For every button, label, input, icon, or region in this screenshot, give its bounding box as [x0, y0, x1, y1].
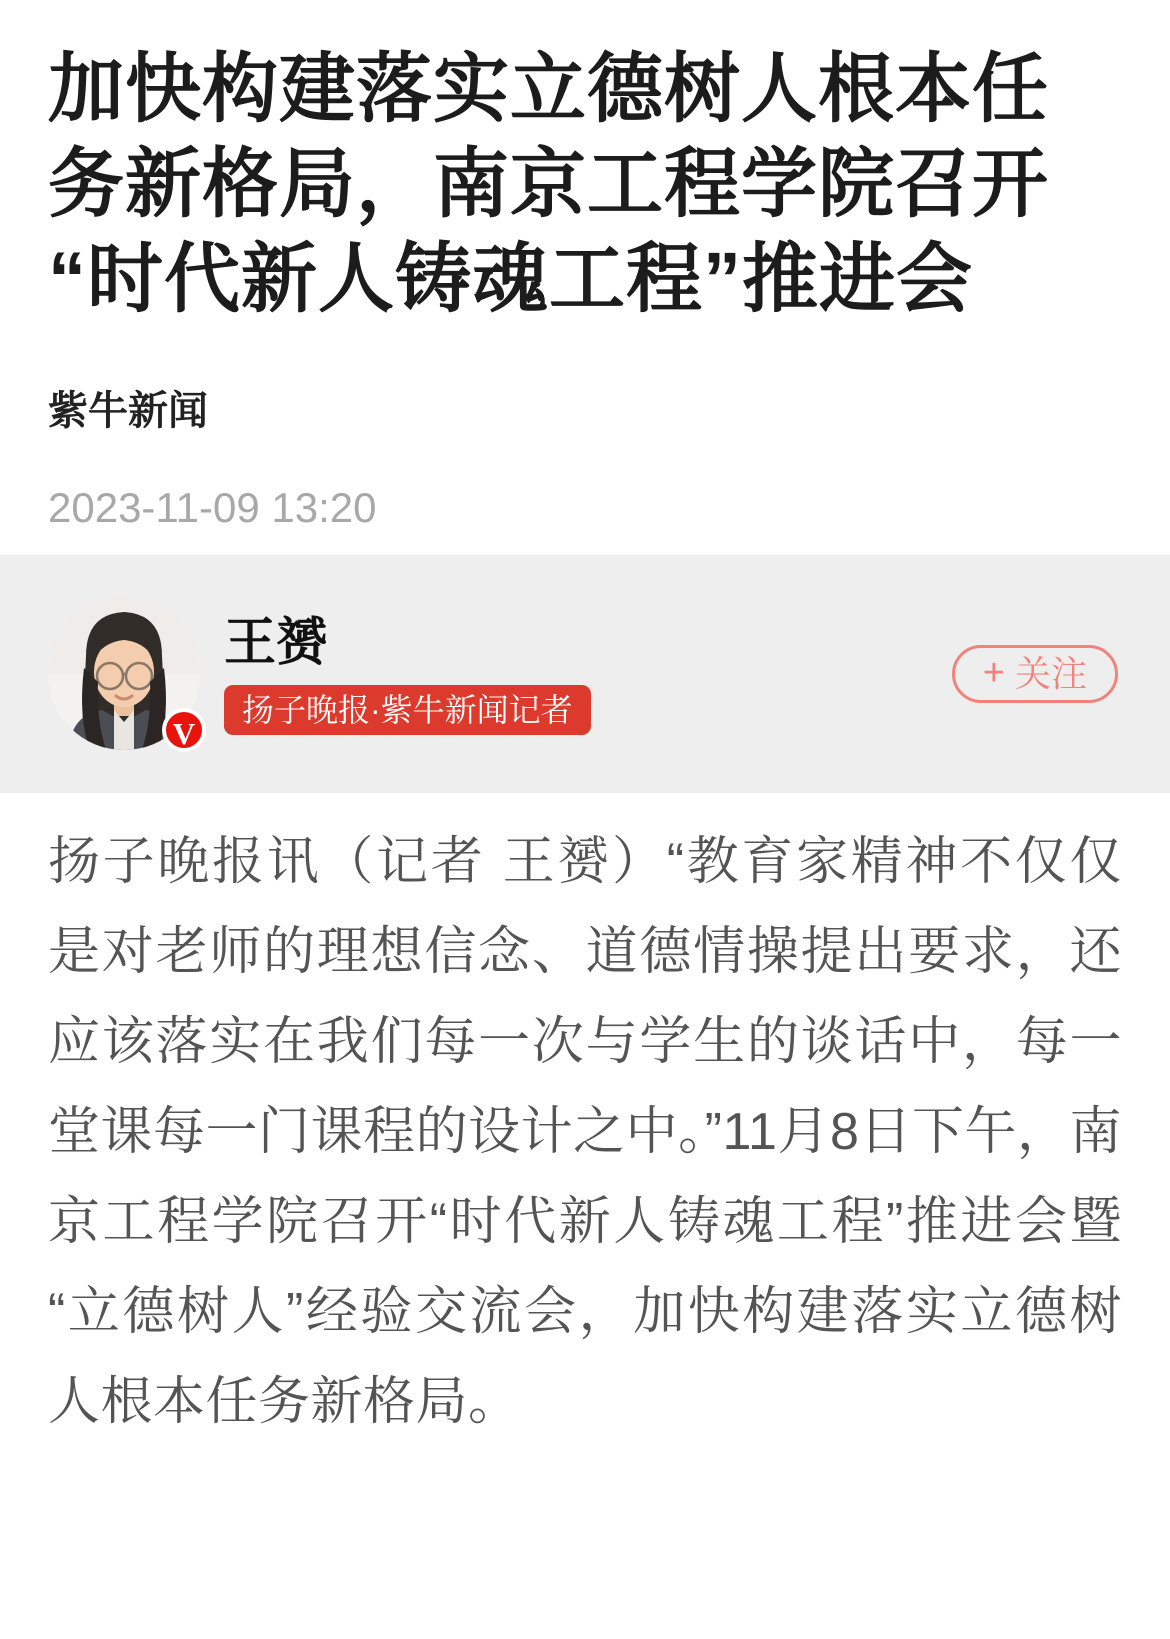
author-role-badge: 扬子晚报·紫牛新闻记者 — [224, 685, 591, 735]
article-body: 扬子晚报讯（记者 王赟）“教育家精神不仅仅是对老师的理想信念、道德情操提出要求，还应该落实在我们每一次与学生的谈话中，每一堂课每一门课程的设计之中。”11月8日下午，南京工程学院召开“时代新人铸魂工程”推进会暨“立德树人”经验交流会，加快构建落实立德树人根本任务新格局。 — [48, 833, 1122, 1431]
article-page — [0, 42, 1170, 1639]
follow-button-label: 关注 — [1014, 653, 1087, 694]
article-title: 加快构建落实立德树人根本任务新格局，南京工程学院召开“时代新人铸魂工程”推进会 — [48, 47, 1049, 322]
plus-icon: + — [982, 652, 1005, 694]
avatar[interactable] — [48, 598, 200, 750]
source-name: 紫牛新闻 — [48, 389, 208, 433]
author-card — [0, 555, 1170, 793]
author-name[interactable]: 王赟 — [224, 614, 329, 672]
follow-button[interactable] — [952, 645, 1118, 703]
publish-date: 2023-11-09 13:20 — [48, 484, 377, 531]
author-meta — [224, 613, 591, 735]
verified-badge-icon: V — [162, 708, 206, 752]
